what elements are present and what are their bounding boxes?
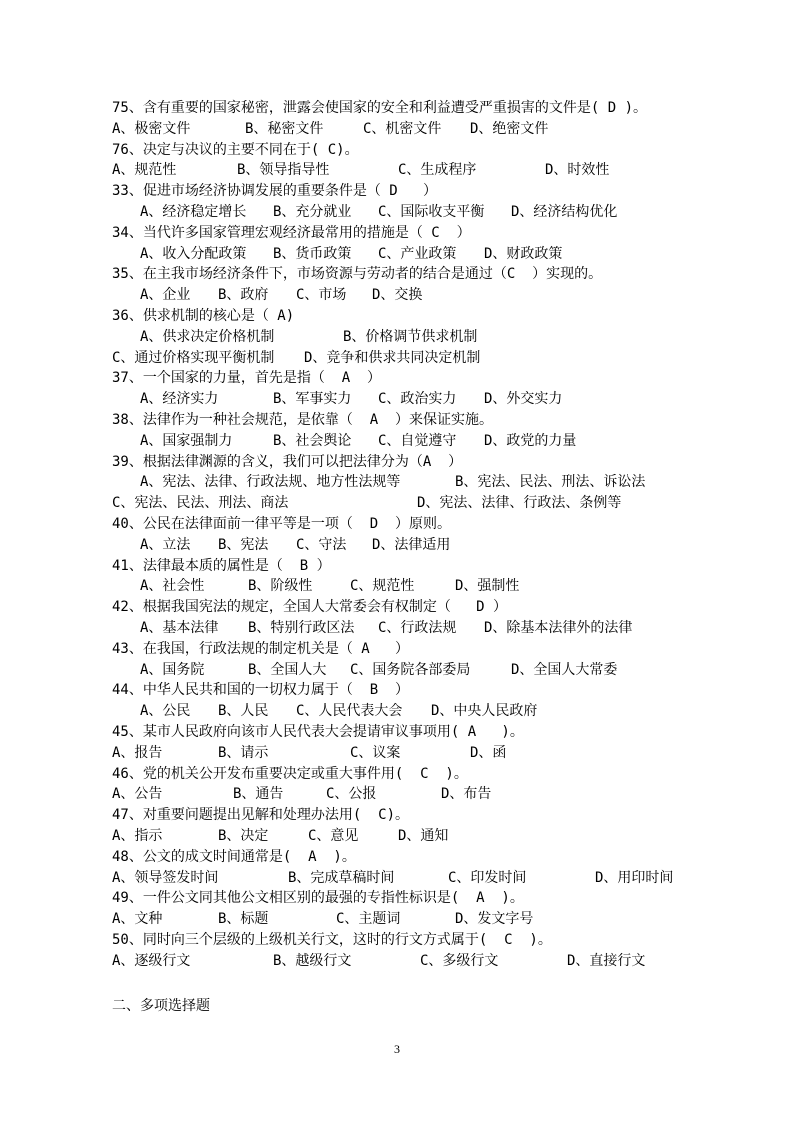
answer-option: B、通告 [233,786,284,803]
answer-options [0,535,794,555]
answer-option: C、机密文件 [363,120,442,137]
answer-options [0,244,794,264]
answer-options [0,202,794,222]
answer-option: D、直接行文 [567,952,646,969]
answer-option: D、函 [470,744,507,761]
answer-options [0,389,794,409]
answer-option: C、印发时间 [448,869,527,886]
answer-options [0,493,794,513]
answer-option: B、越级行文 [273,952,352,969]
question-stem: 75、含有重要的国家秘密，泄露会使国家的安全和利益遭受严重损害的文件是( D )。 [112,100,647,116]
answer-option: B、人民 [218,703,269,720]
answer-option: D、发文字号 [455,911,534,928]
question-stem: 50、同时向三个层级的上级机关行文，这时的行文方式属于( C )。 [112,932,552,948]
answer-option: A、逐级行文 [112,952,191,969]
answer-option: C、国际收支平衡 [378,204,485,220]
question-stem: 47、对重要问题提出见解和处理办法用( C)。 [112,807,409,824]
answer-option: A、经济稳定增长 [140,204,247,220]
answer-option: A、国家强制力 [140,432,233,449]
question-text [0,764,794,784]
page-number: 3 [394,1042,400,1056]
question-stem: 36、供求机制的核心是（ A) [112,308,295,324]
question-text [0,98,794,118]
question-stem: 34、当代许多国家管理宏观经济最常用的措施是（ C ） [112,224,471,241]
answer-options [0,327,794,347]
answer-option: A、供求决定价格机制 [140,328,275,345]
answer-option: B、全国人大 [248,661,327,678]
answer-option: A、极密文件 [112,120,191,137]
answer-option: C、国务院各部委局 [350,661,471,678]
question-text [0,847,794,867]
answer-option: B、社会舆论 [273,432,352,449]
question-stem: 35、在主我市场经济条件下，市场资源与劳动者的结合是通过（C ）实现的。 [112,266,603,283]
answer-option: D、时效性 [545,162,610,179]
question-text [0,805,794,825]
answer-option: A、文种 [112,911,163,928]
answer-option: B、阶级性 [248,578,313,595]
answer-option: C、多级行文 [420,952,499,969]
answer-option: D、全国人大常委 [511,661,618,678]
answer-option: A、指示 [112,828,163,844]
answer-option: D、交换 [372,287,423,304]
answer-option: D、外交实力 [484,391,563,408]
answer-option: B、价格调节供求机制 [343,328,478,345]
answer-option: A、经济实力 [140,391,219,408]
question-text [0,181,794,201]
answer-option: B、充分就业 [273,204,352,220]
answer-option: D、除基本法律外的法律 [484,620,633,636]
answer-option: B、标题 [218,911,269,928]
question-stem: 33、促进市场经济协调发展的重要条件是（ D ） [112,183,437,200]
question-text [0,639,794,659]
answer-option: D、绝密文件 [470,120,549,137]
section-heading: 二、多项选择题 [112,998,210,1014]
answer-option: A、报告 [112,744,163,761]
answer-option: B、领导指导性 [237,162,330,179]
question-text [0,368,794,388]
answer-option: A、宪法、法律、行政法规、地方性法规等 [140,474,401,491]
answer-options [0,348,794,368]
question-text [0,556,794,576]
question-text [0,514,794,534]
answer-option: A、国务院 [140,661,205,678]
answer-options [0,701,794,721]
answer-options [0,431,794,451]
answer-option: B、特别行政区法 [248,620,355,636]
answer-option: A、领导签发时间 [112,869,219,886]
answer-option: A、基本法律 [140,620,219,636]
answer-option: C、自觉遵守 [378,432,457,449]
answer-options [0,618,794,638]
question-stem: 37、一个国家的力量，首先是指（ A ） [112,370,382,387]
answer-option: C、规范性 [350,578,415,595]
answer-option: D、竞争和供求共同决定机制 [304,349,481,366]
question-text [0,722,794,742]
answer-options [0,472,794,492]
answer-option: C、通过价格实现平衡机制 [112,349,275,366]
question-stem: 46、党的机关公开发布重要决定或重大事件用( C )。 [112,765,468,782]
answer-option: C、守法 [296,536,347,553]
answer-options [0,160,794,180]
answer-option: C、宪法、民法、刑法、商法 [112,495,289,512]
question-stem: 44、中华人民共和国的一切权力属于（ B ） [112,682,409,699]
answer-option: A、规范性 [112,162,177,179]
answer-option: D、用印时间 [595,869,674,886]
answer-option: C、生成程序 [398,162,477,179]
question-stem: 40、公民在法律面前一律平等是一项（ D ）原则。 [112,516,451,532]
question-text [0,930,794,950]
answer-option: A、公民 [140,703,191,720]
answer-option: C、行政法规 [378,620,457,636]
answer-option: A、立法 [140,536,191,553]
question-stem: 39、根据法律渊源的含义，我们可以把法律分为（A ） [112,453,463,470]
question-stem: 42、根据我国宪法的规定，全国人大常委会有权制定（ D ） [112,599,507,616]
answer-options [0,826,794,846]
answer-option: C、议案 [350,744,401,761]
question-stem: 49、一件公文同其他公文相区别的最强的专指性标识是( A )。 [112,890,524,907]
question-text [0,597,794,617]
answer-option: D、政党的力量 [484,432,577,449]
answer-option: B、请示 [218,744,269,761]
answer-option: A、企业 [140,287,191,304]
question-stem: 38、法律作为一种社会规范，是依靠（ A ）来保证实施。 [112,412,493,428]
answer-option: B、宪法、民法、刑法、诉讼法 [455,474,646,491]
answer-option: D、布告 [441,786,492,803]
answer-option: C、公报 [326,786,377,803]
answer-options [0,576,794,596]
answer-option: D、经济结构优化 [511,204,618,220]
answer-option: B、完成草稿时间 [288,869,395,886]
question-stem: 45、某市人民政府向该市人民代表大会提请审议事项用( A )。 [112,724,524,740]
answer-options [0,909,794,929]
answer-option: C、意见 [308,828,359,844]
answer-option: D、法律适用 [372,536,451,553]
answer-option: D、宪法、法律、行政法、条例等 [417,495,622,512]
question-text [0,264,794,284]
answer-options [0,660,794,680]
answer-option: B、货币政策 [273,245,352,262]
answer-option: D、财政政策 [484,245,563,262]
answer-option: A、社会性 [140,578,205,595]
answer-option: C、政治实力 [378,391,457,408]
question-text [0,888,794,908]
answer-options [0,784,794,804]
question-stem: 43、在我国，行政法规的制定机关是（ A ） [112,640,409,657]
answer-options [0,951,794,971]
answer-option: C、主题词 [336,911,401,928]
answer-option: C、市场 [296,287,347,304]
answer-option: D、中央人民政府 [431,703,538,720]
answer-option: A、收入分配政策 [140,245,247,262]
question-stem: 76、决定与决议的主要不同在于( C)。 [112,141,359,158]
answer-option: B、宪法 [218,536,269,553]
answer-option: B、决定 [218,828,269,844]
answer-option: B、秘密文件 [245,120,324,137]
question-text [0,680,794,700]
answer-option: B、军事实力 [273,391,352,408]
answer-option: D、通知 [398,828,449,844]
answer-option: C、人民代表大会 [296,703,403,720]
answer-options [0,868,794,888]
answer-option: B、政府 [218,287,269,304]
question-text [0,223,794,243]
answer-option: D、强制性 [455,578,520,595]
question-text [0,410,794,430]
answer-options [0,285,794,305]
answer-options [0,119,794,139]
question-stem: 41、法律最本质的属性是（ B ） [112,557,331,574]
question-text [0,452,794,472]
question-text [0,306,794,326]
answer-option: C、产业政策 [378,245,457,262]
question-text [0,140,794,160]
answer-option: A、公告 [112,786,163,803]
question-stem: 48、公文的成文时间通常是( A )。 [112,848,356,865]
answer-options [0,743,794,763]
